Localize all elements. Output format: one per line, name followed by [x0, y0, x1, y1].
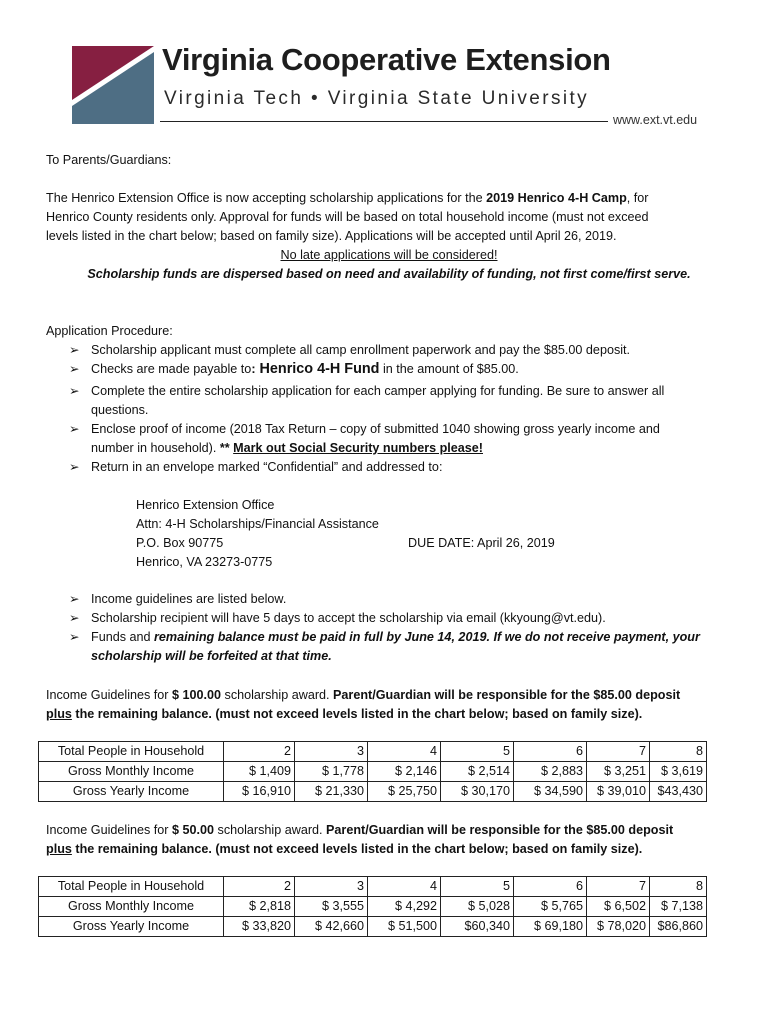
- intro-text: , for: [626, 191, 649, 205]
- table-cell: $ 5,765: [514, 897, 587, 917]
- table-cell: 2: [224, 877, 295, 897]
- table-cell: $ 2,146: [368, 762, 441, 782]
- table-cell: 4: [368, 877, 441, 897]
- intro-line-2: Henrico County residents only. Approval for funds will be based on total household income (must not exceed: [46, 210, 649, 224]
- guide-text: scholarship award.: [214, 823, 327, 837]
- ssn-warning: Mark out Social Security numbers please!: [233, 441, 483, 455]
- address-line-4: Henrico, VA 23273-0775: [136, 555, 273, 569]
- bullet-text: Funds and: [91, 630, 155, 644]
- table-cell: $ 6,502: [587, 897, 650, 917]
- table-cell: $ 33,820: [224, 917, 295, 937]
- table-cell: $43,430: [650, 782, 707, 802]
- table-cell: 5: [441, 742, 514, 762]
- guide-text: the remaining balance. (must not exceed levels listed in the chart below; based on family size).: [71, 842, 643, 856]
- guide-plus: plus: [46, 707, 72, 721]
- bullet-text: Scholarship recipient will have 5 days to accept the scholarship via email (kkyoung@vt.edu).: [91, 611, 606, 625]
- guide50-line-2: [46, 840, 642, 859]
- arrow-bullet-icon: ➢: [69, 611, 80, 625]
- bullet-text: Income guidelines are listed below.: [91, 592, 287, 606]
- award-amount: $ 50.00: [172, 823, 215, 837]
- payment-deadline: remaining balance must be paid in full by June 14, 2019. If we do not receive payment, your: [154, 630, 700, 644]
- table-cell: 7: [587, 877, 650, 897]
- row-label: Gross Yearly Income: [39, 917, 224, 937]
- salutation: To Parents/Guardians:: [46, 153, 172, 167]
- table-cell: $ 30,170: [441, 782, 514, 802]
- intro-line-1: [46, 189, 648, 208]
- payee-name: Henrico 4-H Fund: [255, 361, 380, 377]
- guide-text: the remaining balance. (must not exceed levels listed in the chart below; based on family size).: [71, 707, 643, 721]
- table-cell: 6: [514, 742, 587, 762]
- procedure-bullet-3-cont: questions.: [91, 403, 149, 417]
- arrow-bullet-icon: ➢: [69, 343, 80, 357]
- table-row: [39, 897, 707, 917]
- row-label: Gross Monthly Income: [39, 897, 224, 917]
- table-cell: $ 39,010: [587, 782, 650, 802]
- table-cell: $ 2,818: [224, 897, 295, 917]
- income-table-50: [38, 876, 707, 937]
- vce-logo-icon: [72, 46, 154, 124]
- table-cell: $ 3,555: [295, 897, 368, 917]
- brand-title: Virginia Cooperative Extension: [162, 42, 611, 77]
- table-cell: 4: [368, 742, 441, 762]
- table-cell: 8: [650, 742, 707, 762]
- arrow-bullet-icon: ➢: [69, 422, 80, 436]
- intro-text: The Henrico Extension Office is now accepting scholarship applications for the: [46, 191, 487, 205]
- table-row: [39, 782, 707, 802]
- info-bullet-3-cont: scholarship will be forfeited at that time.: [91, 649, 332, 663]
- table-cell: 5: [441, 877, 514, 897]
- table-cell: $ 51,500: [368, 917, 441, 937]
- table-row: [39, 742, 707, 762]
- guide-text: Parent/Guardian will be responsible for the $85.00 deposit: [326, 823, 674, 837]
- table-cell: $ 25,750: [368, 782, 441, 802]
- table-row: [39, 762, 707, 782]
- table-cell: 6: [514, 877, 587, 897]
- brand-subtitle: Virginia Tech • Virginia State University: [164, 88, 590, 109]
- table-cell: $ 2,514: [441, 762, 514, 782]
- table-cell: $ 16,910: [224, 782, 295, 802]
- table-cell: $ 4,292: [368, 897, 441, 917]
- row-label: Gross Monthly Income: [39, 762, 224, 782]
- bullet-text: **: [219, 441, 234, 455]
- table-cell: $ 21,330: [295, 782, 368, 802]
- guide-plus: plus: [46, 842, 72, 856]
- row-label: Total People in Household: [39, 742, 224, 762]
- procedure-bullet-3: [69, 382, 664, 401]
- table-row: [39, 877, 707, 897]
- bullet-text: in the amount of $85.00.: [379, 362, 519, 376]
- bullet-text: Return in an envelope marked “Confidential” and addressed to:: [91, 460, 443, 474]
- procedure-bullet-1: [69, 341, 630, 360]
- arrow-bullet-icon: ➢: [69, 460, 80, 474]
- brand-url: www.ext.vt.edu: [613, 113, 698, 127]
- guide-text: Income Guidelines for: [46, 823, 172, 837]
- guide100-line-1: [46, 686, 680, 705]
- table-cell: $ 78,020: [587, 917, 650, 937]
- guide100-line-2: [46, 705, 642, 724]
- table-cell: $60,340: [441, 917, 514, 937]
- arrow-bullet-icon: ➢: [69, 592, 80, 606]
- table-row: [39, 917, 707, 937]
- income-table-100: [38, 741, 707, 802]
- table-cell: $ 5,028: [441, 897, 514, 917]
- bullet-text: Complete the entire scholarship application for each camper applying for funding. Be sure to answer all: [91, 384, 665, 398]
- procedure-bullet-4: [69, 420, 660, 439]
- intro-line-3: levels listed in the chart below; based on family size). Applications will be accepted until April 26, 2019.: [46, 229, 617, 243]
- letterhead-rule: [160, 121, 608, 122]
- address-line-2: Attn: 4-H Scholarships/Financial Assistance: [136, 517, 379, 531]
- guide-text: Parent/Guardian will be responsible for the $85.00 deposit: [333, 688, 681, 702]
- arrow-bullet-icon: ➢: [69, 630, 80, 644]
- info-bullet-2: [69, 609, 606, 628]
- due-date: DUE DATE: April 26, 2019: [408, 536, 555, 550]
- table-cell: $ 2,883: [514, 762, 587, 782]
- row-label: Total People in Household: [39, 877, 224, 897]
- guide-text: scholarship award.: [221, 688, 334, 702]
- bullet-text: number in household).: [91, 441, 220, 455]
- table-cell: 3: [295, 877, 368, 897]
- arrow-bullet-icon: ➢: [69, 362, 80, 376]
- camp-name: 2019 Henrico 4-H Camp: [486, 191, 627, 205]
- procedure-heading: Application Procedure:: [46, 324, 173, 338]
- info-bullet-1: [69, 590, 286, 609]
- table-cell: $ 1,778: [295, 762, 368, 782]
- need-based-notice: Scholarship funds are dispersed based on need and availability of funding, not first come/first serve.: [87, 267, 691, 281]
- row-label: Gross Yearly Income: [39, 782, 224, 802]
- bullet-text: Checks are made payable to: [91, 362, 252, 376]
- table-cell: 3: [295, 742, 368, 762]
- procedure-bullet-5: [69, 458, 442, 477]
- table-cell: $ 69,180: [514, 917, 587, 937]
- guide50-line-1: [46, 821, 673, 840]
- table-cell: $ 7,138: [650, 897, 707, 917]
- table-cell: $ 1,409: [224, 762, 295, 782]
- bullet-text: :: [251, 362, 256, 376]
- table-cell: $86,860: [650, 917, 707, 937]
- table-cell: 7: [587, 742, 650, 762]
- guide-text: Income Guidelines for: [46, 688, 172, 702]
- bullet-text: Scholarship applicant must complete all camp enrollment paperwork and pay the $85.00 deposit.: [91, 343, 631, 357]
- procedure-bullet-2: [69, 360, 519, 379]
- table-cell: 2: [224, 742, 295, 762]
- table-cell: 8: [650, 877, 707, 897]
- bullet-text: Enclose proof of income (2018 Tax Return – copy of submitted 1040 showing gross yearly income and: [91, 422, 660, 436]
- procedure-bullet-4-cont: [91, 439, 483, 458]
- info-bullet-3: [69, 628, 700, 647]
- table-cell: $ 42,660: [295, 917, 368, 937]
- no-late-notice: No late applications will be considered!: [280, 248, 498, 262]
- award-amount: $ 100.00: [172, 688, 222, 702]
- table-cell: $ 34,590: [514, 782, 587, 802]
- address-line-3: P.O. Box 90775: [136, 536, 224, 550]
- table-cell: $ 3,619: [650, 762, 707, 782]
- address-line-1: Henrico Extension Office: [136, 498, 275, 512]
- table-cell: $ 3,251: [587, 762, 650, 782]
- arrow-bullet-icon: ➢: [69, 384, 80, 398]
